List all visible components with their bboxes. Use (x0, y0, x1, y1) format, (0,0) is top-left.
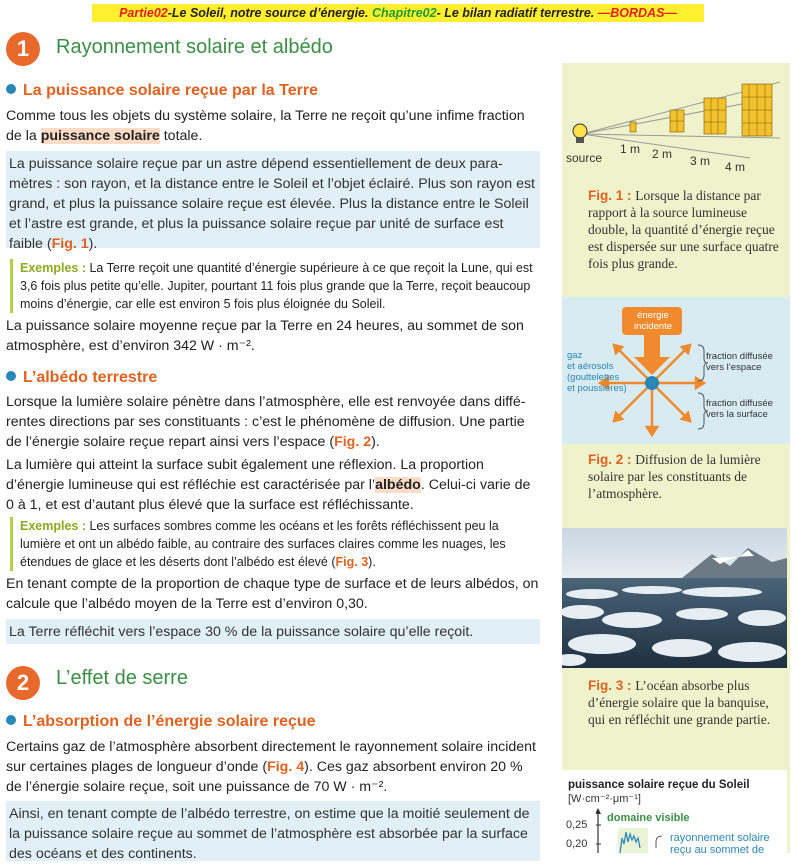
fig-2-incident-label (625, 310, 681, 332)
text: La puissance solaire reçue par un astre dépend essentiellement de deux paramètres : son rayon, et la distance entre le Soleil et l’objet éclairé. Plus son rayon est grand, et plus la puissance solaire reçue est élevée. Plus la distance entre le Soleil et l’astre est grande, et plus la puissance solaire reçue par unité de surface est faible ( (9, 156, 535, 252)
banner-chapitre-title: - Le bilan radiatif terrestre. (436, 6, 598, 20)
fig-2-up-label (706, 351, 773, 373)
fig-4-reference[interactable]: Fig. 4 (267, 759, 305, 775)
text: fraction diffusée (706, 351, 773, 362)
summary-box-albedo: La Terre réfléchit vers l’espace 30 % de la puissance solaire qu’elle reçoit. (6, 619, 540, 644)
section-1-badge: 1 (6, 32, 40, 66)
text: ). Ces gaz absorbent environ 20 % de l’énergie solaire reçue, soit une puissance de 70 W · m⁻². (6, 759, 523, 795)
text: et poussières) (567, 383, 627, 394)
text: ). (368, 555, 376, 569)
text: rayonnement solaire (670, 832, 770, 844)
fig-1-caption (588, 187, 784, 272)
paragraph-reflexion (6, 455, 540, 515)
paragraph-puissance-intro (6, 106, 540, 146)
screen-3m (704, 98, 726, 134)
fig-1-reference[interactable]: Fig. 1 (51, 236, 89, 252)
fig-3-caption-text: L’océan absorbe plus d’énergie solaire que la banquise, qui en réfléchit une grande partie. (588, 678, 771, 727)
text: ). (88, 236, 98, 252)
bullet-icon (6, 715, 16, 725)
text: et aérosols (567, 361, 614, 372)
bullet-icon (6, 84, 16, 94)
fig-2-caption-label: Fig. 2 : (588, 452, 636, 467)
section-2-title: L’effet de serre (56, 667, 188, 689)
fig-1-caption-label: Fig. 1 : (588, 188, 636, 203)
fig-4-curve-label (670, 832, 770, 856)
fig-1-distance-2m: 2 m (652, 147, 673, 161)
fig-4-title: puissance solaire reçue du Soleil (568, 779, 750, 791)
definition-box-puissance (6, 151, 540, 252)
text: . Celui-ci varie de 0 à 1, et est d’autant plus élevé que la surface est réfléchissante. (6, 477, 531, 513)
fig-2-caption (588, 451, 784, 502)
subsection-albedo-label: L’albédo terrestre (23, 369, 158, 386)
section-2-badge: 2 (6, 666, 40, 700)
text: vers la surface (706, 409, 768, 420)
banner-partie-title: -Le Soleil, notre source d’énergie. (167, 6, 372, 20)
fig-1-caption-text: Lorsque la distance par rapport à la source lumineuse double, la quantité d’énergie reçue est dispersée sur une surface quatre fois plus grande. (588, 188, 779, 271)
fig-4-unit: [W·cm⁻²·μm⁻¹] (568, 793, 641, 805)
banner-chapitre: Chapitre02 (371, 6, 437, 20)
paragraph-diffusion (6, 392, 540, 452)
fig-3-reference[interactable]: Fig. 3 (335, 555, 369, 569)
text: La lumière qui atteint la surface subit également une réflexion. La proportion d’énergie lumineuse qui est réfléchie est caractérisée par l’ (6, 457, 484, 493)
paragraph-absorption (6, 737, 540, 797)
text: Lorsque la lumière solaire pénètre dans l’atmosphère, elle est renvoyée dans différentes directions par ses constituants : c’est le phénomène de diffusion. Une partie de l’énergie solaire reçue repart ainsi vers l’espace ( (6, 394, 526, 450)
screen-1m (630, 122, 636, 132)
subsection-puissance-title (6, 82, 318, 100)
banner-partie: Partie02 (119, 6, 168, 20)
fig-3-caption (588, 677, 784, 728)
fig-4-tick-025: 0,25 (566, 819, 588, 831)
text: vers l’espace (706, 362, 762, 373)
summary-box-absorption: Ainsi, en tenant compte de l’albédo terrestre, on estime que la moitié seulement de la puissance solaire reçue au sommet de l’atmosphère est absorbée par la surface des océans et des continents. (6, 801, 540, 861)
fig-1-distance-3m: 3 m (690, 154, 711, 168)
fig-1-distance-4m: 4 m (725, 160, 746, 174)
text: Comme tous les objets du système solaire, la Terre ne reçoit qu’une infime fraction de la (6, 108, 525, 144)
text: (gouttelettes (567, 372, 620, 383)
header-banner (92, 4, 704, 22)
term-puissance-solaire: puissance solaire (40, 128, 160, 144)
text: gaz (567, 350, 583, 361)
text: énergie (637, 310, 669, 321)
fig-3-photo (562, 528, 787, 668)
text: totale. (159, 128, 203, 144)
banner-publisher: —BORDAS— (597, 6, 677, 20)
example-text: La Terre reçoit une quantité d’énergie supérieure à ce que reçoit la Lune, qui est 3,6 fois plus petite qu’elle. Jupiter, pourtant 11 fois plus grande que la Terre, reçoit beaucoup moins d’énergie, car elle est environ 5 fois plus éloignée du Soleil. (20, 261, 533, 311)
subsection-albedo-title (6, 369, 157, 387)
fig-2-down-label (706, 398, 773, 420)
text: Certains gaz de l’atmosphère absorbent directement le rayonnement solaire incident sur certaines plages de longueur d’onde ( (6, 739, 536, 775)
example-box-planets (10, 259, 540, 313)
section-1-title: Rayonnement solaire et albédo (56, 36, 333, 58)
fig-4-axis-and-curve (596, 808, 666, 853)
fig-1-distance-1m: 1 m (620, 142, 641, 156)
paragraph-puissance-moyenne: La puissance solaire moyenne reçue par la Terre en 24 heures, au sommet de son atmosphère, est d’environ 342 W · m⁻². (6, 318, 524, 354)
fig-2-caption-text: Diffusion de la lumière solaire par les constituants de l’atmosphère. (588, 452, 761, 501)
text: incidente (633, 321, 673, 332)
text: reçu au sommet de (670, 844, 765, 856)
paragraph-albedo-moyen: En tenant compte de la proportion de chaque type de surface et de leurs albédos, on calcule que l’albédo moyen de la Terre est d’environ 0,30. (6, 576, 539, 612)
example-label: Exemples : (20, 261, 90, 275)
fig-4-tick-020: 0,20 (566, 838, 588, 850)
fig-3-caption-label: Fig. 3 : (588, 678, 636, 693)
bullet-icon (6, 371, 16, 381)
subsection-absorption-title (6, 713, 316, 731)
bulb-icon (573, 124, 587, 138)
fig-4-visible-domain-label: domaine visible (607, 812, 690, 824)
example-label: Exemples : (20, 519, 90, 533)
fig-2-gas-label (567, 350, 627, 394)
text: fraction diffusée (706, 398, 773, 409)
fig-2-reference[interactable]: Fig. 2 (334, 434, 372, 450)
fig-1-source-label: source (566, 151, 603, 165)
subsection-puissance-label: La puissance solaire reçue par la Terre (23, 82, 318, 99)
text: ). (371, 434, 380, 450)
example-box-surfaces (10, 517, 540, 571)
term-albedo: albédo (375, 477, 421, 493)
example-text: Les surfaces sombres comme les océans et les forêts réfléchissent peu la lumière et ont un albédo faible, au contraire des surfaces claires comme les nuages, les étendues de glace et les déserts dont l’albédo est élevé ( (20, 519, 506, 569)
subsection-absorption-label: L’absorption de l’énergie solaire reçue (23, 713, 316, 730)
